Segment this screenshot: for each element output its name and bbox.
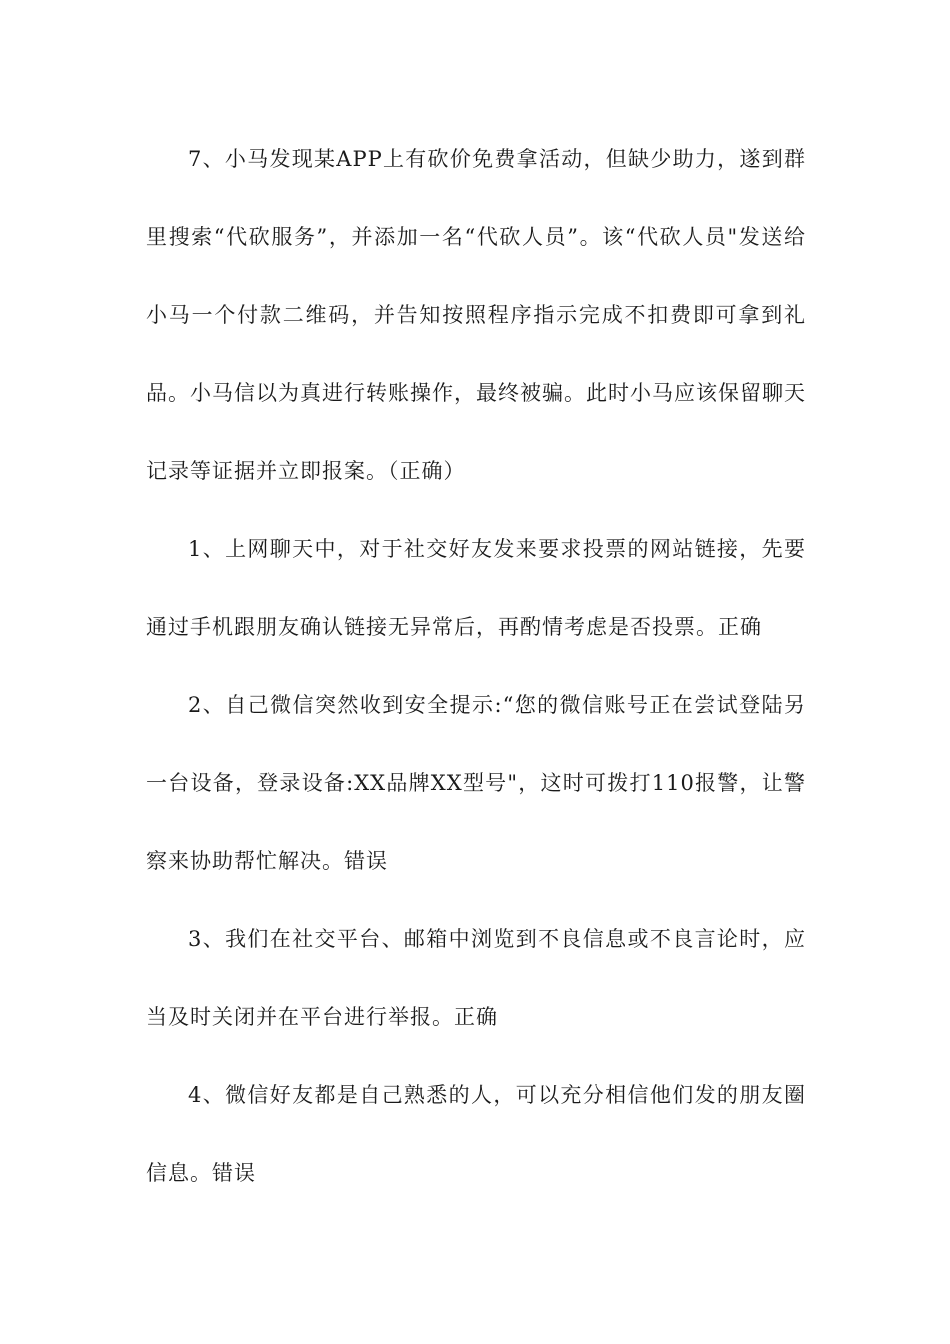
paragraph-question-1: 1、上网聊天中，对于社交好友发来要求投票的网站链接，先要通过手机跟朋友确认链接无异常后，再酌情考虑是否投票。正确	[146, 537, 806, 639]
paragraph-question-4: 4、微信好友都是自己熟悉的人，可以充分相信他们发的朋友圈信息。错误	[146, 1083, 806, 1185]
paragraph-question-3: 3、我们在社交平台、邮箱中浏览到不良信息或不良言论时，应当及时关闭并在平台进行举报。正确	[146, 927, 806, 1029]
document-body	[146, 120, 806, 1212]
paragraph-question-7: 7、小马发现某APP上有砍价免费拿活动，但缺少助力，遂到群里搜索“代砍服务”，并添加一名“代砍人员”。该“代砍人员"发送给小马一个付款二维码，并告知按照程序指示完成不扣费即可拿到礼品。小马信以为真进行转账操作，最终被骗。此时小马应该保留聊天记录等证据并立即报案。（正确）	[146, 147, 806, 483]
paragraph-question-2: 2、自己微信突然收到安全提示:“您的微信账号正在尝试登陆另一台设备，登录设备:XX品牌XX型号"，这时可拨打110报警，让警察来协助帮忙解决。错误	[146, 693, 806, 873]
